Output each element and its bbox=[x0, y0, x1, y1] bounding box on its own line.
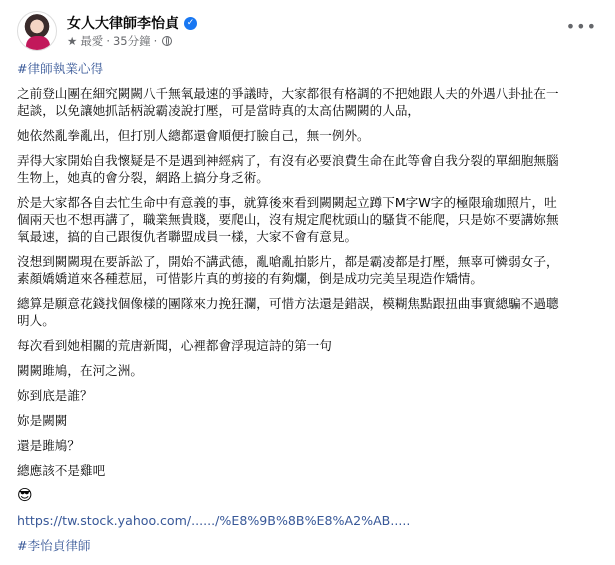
paragraph-13 bbox=[17, 487, 602, 504]
paragraph-9: 妳到底是誰？ bbox=[17, 388, 93, 403]
post-header bbox=[17, 11, 597, 51]
paragraph-5: 沒想到闕闕現在要訴訟了，開始不講武德，亂嗆亂拍影片，都是霸凌都是打壓，無辜可憐弱女子， 素顏嬌嬌道來各種惹屈，可惜影片真的剪接的有夠爛，倒是成功完美呈現造作矯情。 bbox=[17, 254, 559, 286]
sunglasses-emoji-icon: 😎 bbox=[17, 486, 33, 504]
article-link[interactable]: https://tw.stock.yahoo.com/....../%E8%9B%8B%E8%A2%AB..... bbox=[17, 513, 411, 528]
avatar[interactable] bbox=[17, 11, 57, 51]
paragraph-2: 她依然亂拳亂出，但打別人總都還會順便打臉自己，無一例外。 bbox=[17, 128, 370, 143]
favorite-label: 最愛 bbox=[80, 34, 104, 48]
paragraph-4: 於是大家都各自去忙生命中有意義的事，就算後來看到闕闕起立蹲下M字W字的極限瑜珈照片，吐 個兩天也不想再講了，職業無貴賤，要爬山，沒有規定爬枕頭山的騷貨不能爬，只是妳不要講妳無 氧最速，搞的自己跟復仇者聯盟成員一樣，大家不會有意見。 bbox=[17, 195, 559, 244]
paragraph-8: 闕闕雎鳩，在河之洲。 bbox=[17, 363, 143, 378]
paragraph-1: 之前登山團在細究闕闕八千無氧最速的爭議時，大家都很有格調的不把她跟人夫的外遇八卦扯在一 起談，以免讓她抓話柄說霸凌說打壓，可是當時真的太高估闕闕的人品， bbox=[17, 86, 559, 118]
meta-separator-2: · bbox=[153, 34, 158, 48]
paragraph-3: 弄得大家開始自我懷疑是不是遇到神經病了，有沒有必要浪費生命在此等會自我分裂的單細胞無腦 生物上，她真的會分裂，網路上搞分身乏術。 bbox=[17, 153, 559, 185]
globe-icon bbox=[162, 36, 172, 46]
more-options-icon[interactable]: ••• bbox=[565, 17, 597, 36]
paragraph-12: 總應該不是雞吧 bbox=[17, 463, 106, 478]
verified-badge-icon: ✓ bbox=[184, 17, 197, 30]
paragraph-7: 每次看到她相關的荒唐新聞，心裡都會浮現這詩的第一句 bbox=[17, 338, 332, 353]
hashtag-top[interactable]: #律師執業心得 bbox=[17, 61, 104, 76]
post-body bbox=[17, 60, 602, 554]
post-time[interactable]: 35分鐘 bbox=[112, 34, 151, 48]
paragraph-11: 還是雎鳩？ bbox=[17, 438, 80, 453]
favorite-star-icon: ★ bbox=[67, 34, 78, 48]
paragraph-10: 妳是闕闕 bbox=[17, 413, 68, 428]
meta-separator: · bbox=[106, 34, 110, 48]
post-meta bbox=[67, 33, 175, 49]
paragraph-6: 總算是願意花錢找個像樣的團隊來力挽狂瀾，可惜方法還是錯誤，模糊焦點跟扭曲事實總騙不過聰 明人。 bbox=[17, 296, 559, 328]
hashtag-bottom[interactable]: #李怡貞律師 bbox=[17, 538, 91, 553]
author-name[interactable]: 女人大律師李怡貞 bbox=[67, 16, 179, 32]
